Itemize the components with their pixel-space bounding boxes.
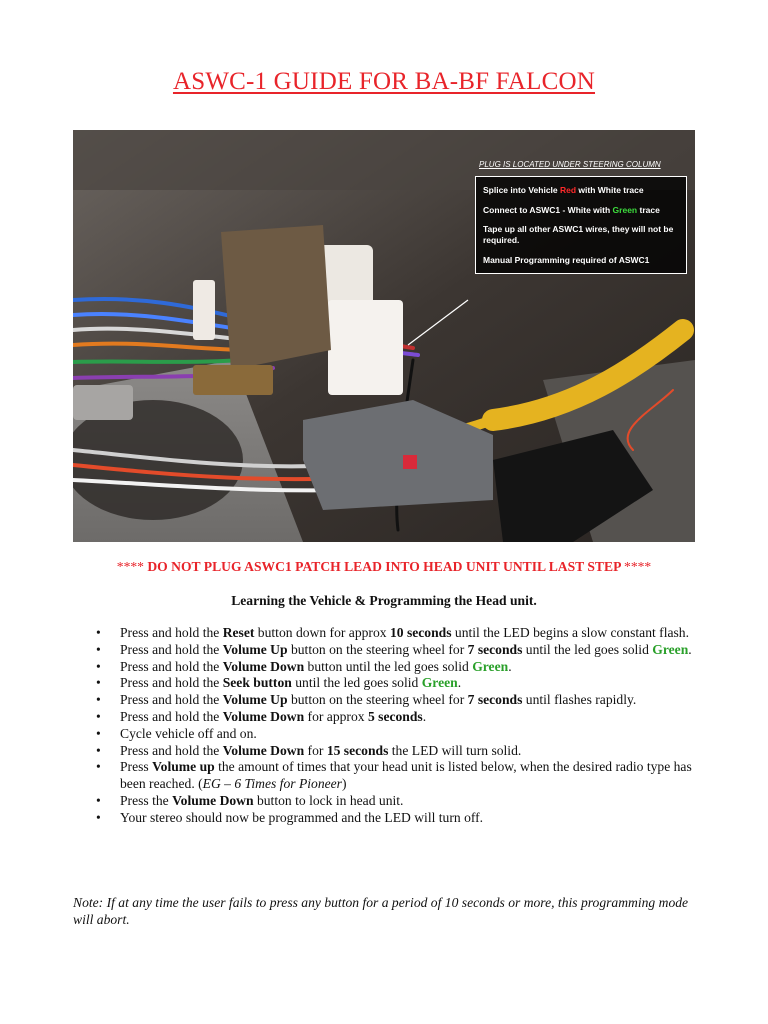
list-item: • Cycle vehicle off and on. (120, 726, 700, 743)
section-heading: Learning the Vehicle & Programming the Head unit. (231, 593, 537, 608)
callout-line-splice: Splice into Vehicle Red with White trace (483, 185, 644, 195)
list-item: • Press and hold the Volume Down button until the led goes solid Green. (120, 659, 700, 676)
list-item: • Press the Volume Down button to lock in head unit. (120, 793, 700, 810)
callout-heading: PLUG IS LOCATED UNDER STEERING COLUMN (479, 160, 661, 169)
photo-callout (475, 160, 687, 274)
steps-list (120, 625, 700, 827)
list-item: • Your stereo should now be programmed and the LED will turn off. (120, 810, 700, 827)
list-item: • Press Volume up the amount of times that your head unit is listed below, when the desired radio type has been reached. (EG – 6 Times for Pioneer) (120, 759, 700, 793)
list-item: • Press and hold the Reset button down for approx 10 seconds until the LED begins a slow constant flash. (120, 625, 700, 642)
callout-box (475, 176, 687, 274)
callout-line-tape: Tape up all other ASWC1 wires, they will not be required. (483, 224, 674, 245)
list-item: • Press and hold the Volume Up button on the steering wheel for 7 seconds until the led goes solid Green. (120, 642, 700, 659)
footnote: Note: If at any time the user fails to press any button for a period of 10 seconds or more, this programming mode will abort. (73, 895, 689, 927)
page-title: ASWC-1 GUIDE FOR BA-BF FALCON (172, 68, 596, 95)
list-item: • Press and hold the Volume Down for approx 5 seconds. (120, 709, 700, 726)
warning-banner: **** DO NOT PLUG ASWC1 PATCH LEAD INTO HEAD UNIT UNTIL LAST STEP **** (116, 559, 652, 574)
callout-line-manual: Manual Programming required of ASWC1 (483, 254, 650, 265)
list-item: • Press and hold the Seek button until the led goes solid Green. (120, 675, 700, 692)
wiring-harness-photo (73, 130, 695, 542)
list-item: • Press and hold the Volume Up button on the steering wheel for 7 seconds until flashes rapidly. (120, 692, 700, 709)
list-item: • Press and hold the Volume Down for 15 seconds the LED will turn solid. (120, 743, 700, 760)
callout-line-connect: Connect to ASWC1 - White with Green trace (483, 204, 660, 215)
